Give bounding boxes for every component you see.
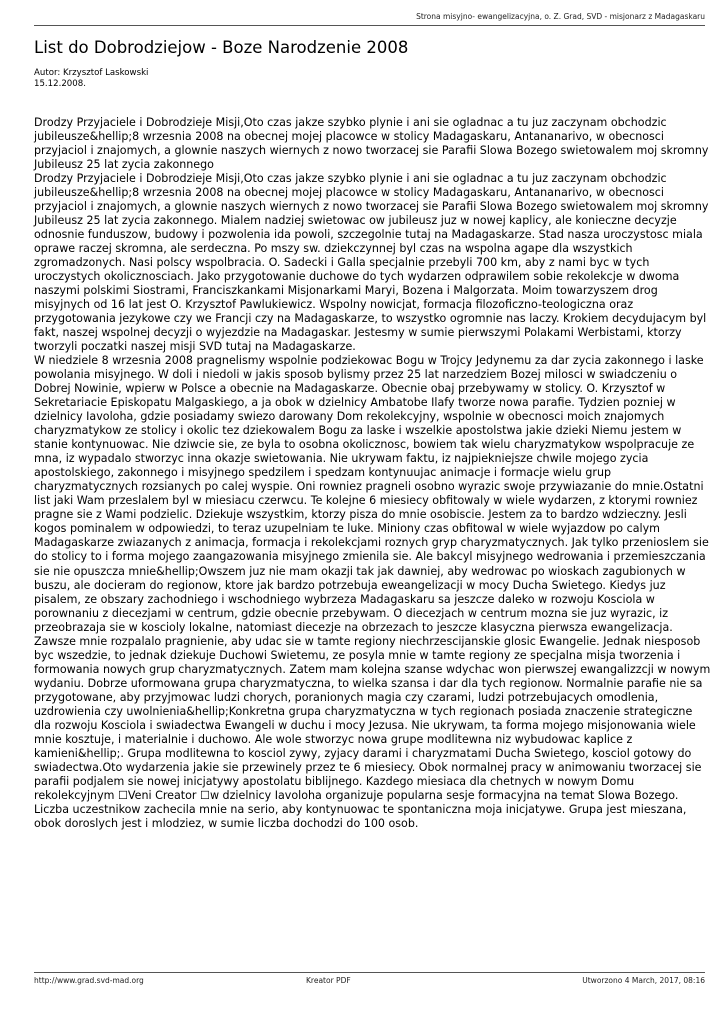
paragraph-2: Drodzy Przyjaciele i Dobrodzieje Misji,Oto czas jakze szybko plynie i ani sie ogladnac a tu juz zaczynam obchodzic jubileusze&hellip;8 wrzesnia 2008 na obecnej mojej placowce w stolicy Madagaskaru, Antananarivo, w obecnosci przyjaciol i znajomych, a glownie naszych wiernych z nowo tworzacej sie Parafii Slowa Bozego swietowalem moj skromny Jubileusz 25 lat zycia zakonnego. Mialem nadziej swietowac ow jubileusz juz w nowej kaplicy, ale konieczne decyzje odnosnie funduszow, budowy i pozwolenia ida powoli, szczegolnie tutaj na Madagaskarze. Stad nasza uroczystosc miala oprawe raczej skromna, ale serdeczna. Po mszy sw. dziekczynnej byl czas na wspolna agape dla wszystkich zgromadzonych. Nasi polscy wspolbracia. O. Sadecki i Galla specjalnie przebyli 700 km, aby z nami byc w tych uroczystych okolicznosciach. Jako przygotowanie duchowe do tych wydarzen odprawilem sobie rekolekcje w dwoma naszymi polskimi Siostrami, Franciszkankami Misjonarkami Maryi, Bozena i Malgorzata. Moim towarzyszem drog misyjnych od 16 lat jest O. Krzysztof Pawlukiewicz. Wspolny nowicjat, formacja filozoficzno-teologiczna oraz przygotowania jezykowe czy we Francji czy na Madagaskarze, to wszystko ogromnie nas laczy. Krokiem decydujacym byl fakt, naszej wspolnej decyzji o wyjezdzie na Madagaskar. Jestesmy w sumie pierwszymi Polakami Werbistami, ktorzy tworzyli poczatki naszej misji SVD tutaj na Madagaskarze. (34, 172, 709, 354)
publish-date: 15.12.2008. (34, 79, 86, 89)
letter-body (34, 116, 711, 831)
document-meta (34, 68, 148, 90)
author-line: Autor: Krzysztof Laskowski (34, 68, 149, 78)
footer-url: http://www.grad.svd-mad.org (34, 976, 144, 985)
page-header-site-title: Strona misyjno- ewangelizacyjna, o. Z. Grad, SVD - misjonarz z Madagaskaru (416, 12, 705, 21)
footer-divider (34, 972, 705, 973)
document-title: List do Dobrodziejow - Boze Narodzenie 2008 (34, 38, 409, 57)
footer-created-date: Utworzono 4 March, 2017, 08:16 (582, 976, 705, 985)
footer-generator: Kreator PDF (306, 976, 351, 985)
paragraph-1: Drodzy Przyjaciele i Dobrodzieje Misji,Oto czas jakze szybko plynie i ani sie ogladnac a tu juz zaczynam obchodzic jubileusze&hellip;8 wrzesnia 2008 na obecnej mojej placowce w stolicy Madagaskaru, Antananarivo, w obecnosci przyjaciol i znajomych, a glownie naszych wiernych z nowo tworzacej sie Parafii Slowa Bozego swietowalem moj skromny Jubileusz 25 lat zycia zakonnego (34, 116, 709, 172)
header-divider (34, 25, 705, 26)
paragraph-3: W niedziele 8 wrzesnia 2008 pragnelismy wspolnie podziekowac Bogu w Trojcy Jedynemu za dar zycia zakonnego i laske powolania misyjnego. W doli i niedoli w jakis sposob bylismy przez 25 lat narzedziem Bozej milosci w swiadczeniu o Dobrej Nowinie, wpierw w Polsce a obecnie na Madagaskarze. Obecnie obaj przebywamy w stolicy. O. Krzysztof w Sekretariacie Episkopatu Malgaskiego, a ja obok w dzielnicy Ambatobe Ilafy tworze nowa parafie. Tydzien pozniej w dzielnicy Iavoloha, gdzie posiadamy swiezo darowany Dom rekolekcyjny, wspolnie w obecnosci moich znajomych charyzmatykow ze stolicy i okolic tez dziekowalem Bogu za laske i wszelkie apostolstwa jakie dzieki Niemu jestem w stanie kontynuowac. Nie dziwcie sie, ze byla to osobna okolicznosc, bowiem tak wielu charyzmatykow wspolpracuje ze mna, iz wypadalo stworzyc inna okazje swietowania. Nie ukrywam faktu, iz najpiekniejsze chwile mojego zycia apostolskiego, zakonnego i misyjnego spedzilem i spedzam kontynuujac animacje i formacje wielu grup charyzmatycznych rozsianych po calej wyspie. Oni rowniez pragneli osobno wyrazic swoje przywiazanie do mnie.Ostatni list jaki Wam przeslalem byl w miesiacu czerwcu. Te kolejne 6 miesiecy obfitowaly w wiele wydarzen, z ktorymi rowniez pragne sie z Wami podzielic. Dziekuje wszystkim, ktorzy pisza do mnie osobiscie. Jestem za to bardzo wdzieczny. Jesli kogos pominalem w odpowiedzi, to teraz uzupelniam te luke. Miniony czas obfitowal w wiele wyjazdow po calym Madagaskarze zwiazanych z animacja, formacja i rekolekcjami roznych gryp charyzmatycznych. Jak tylko przenioslem sie do stolicy to i forma mojego zaangazowania misyjnego zmienila sie. Ale bakcyl misyjnego wedrowania i przemieszczania sie nie opuszcza mnie&hellip;Owszem juz nie mam okazji tak jak dawniej, aby wedrowac po wioskach zagubionych w buszu, ale docieram do regionow, ktore jak bardzo potrzebuja eweangelizacji w mocy Ducha Swietego. Kiedys juz pisalem, ze obszary zachodniego i wschodniego wybrzeza Madagaskaru sa jeszcze daleko w rozwoju Kosciola w porownaniu z diecezjami w centrum, gdzie obecnie przebywam. O diecezjach w centrum mozna sie juz wyrazic, iz przeobrazaja sie w koscioly lokalne, natomiast diecezje na obrzezach to jeszcze klasyczna pierwsza ewangelizacja. Zawsze mnie rozpalalo pragnienie, aby udac sie w tamte regiony niechrzescijanskie glosic Ewangelie. Jednak niesposob byc wszedzie, to jednak dziekuje Duchowi Swietemu, ze posyla mnie w tamte regiony ze specjalna misja tworzenia i formowania nowych grup charyzmatycznych. Zatem mam kolejna szanse wdychac won pierwszej ewangalizzcji w nowym wydaniu. Dobrze uformowana grupa charyzmatyczna, to wielka szansa i dar dla tych regionow. Normalnie parafie nie sa przygotowane, aby przyjmowac ludzi chorych, poranionych magia czy czarami, ludzi potrzebujacych omodlenia, uzdrowienia czy uwolnienia&hellip;Konkretna grupa charyzmatyczna w tych regionach posiada znaczenie strategiczne dla rozwoju Kosciola i swiadectwa Ewangeli w duchu i mocy Jezusa. Nie ukrywam, ta forma mojego misjonowania wiele mnie kosztuje, i materialnie i duchowo. Ale wole stworzyc nowa grupe modlitewna niz wybudowac kaplice z kamieni&hellip;. Grupa modlitewna to kosciol zywy, zyjacy darami i charyzmatami Ducha Swietego, kosciol gotowy do swiadectwa.Oto wydarzenia jakie sie przewinely przez te 6 miesiecy. Obok normalnej pracy w animowaniu tworzacej sie parafii podjalem sie nowej inicjatywy apostolatu biblijnego. Kazdego miesiaca dla chetnych w nowym Domu rekolekcyjnym ☐Veni Creator ☐w dzielnicy Iavoloha organizuje popularna sesje formacyjna na temat Slowa Bozego. Liczba uczestnikow zachecila mnie na serio, aby kontynuowac te spontaniczna moja inicjatywe. Grupa jest mieszana, obok doroslych jest i mlodziez, w sumie liczba dochodzi do 100 osob. (34, 354, 711, 830)
